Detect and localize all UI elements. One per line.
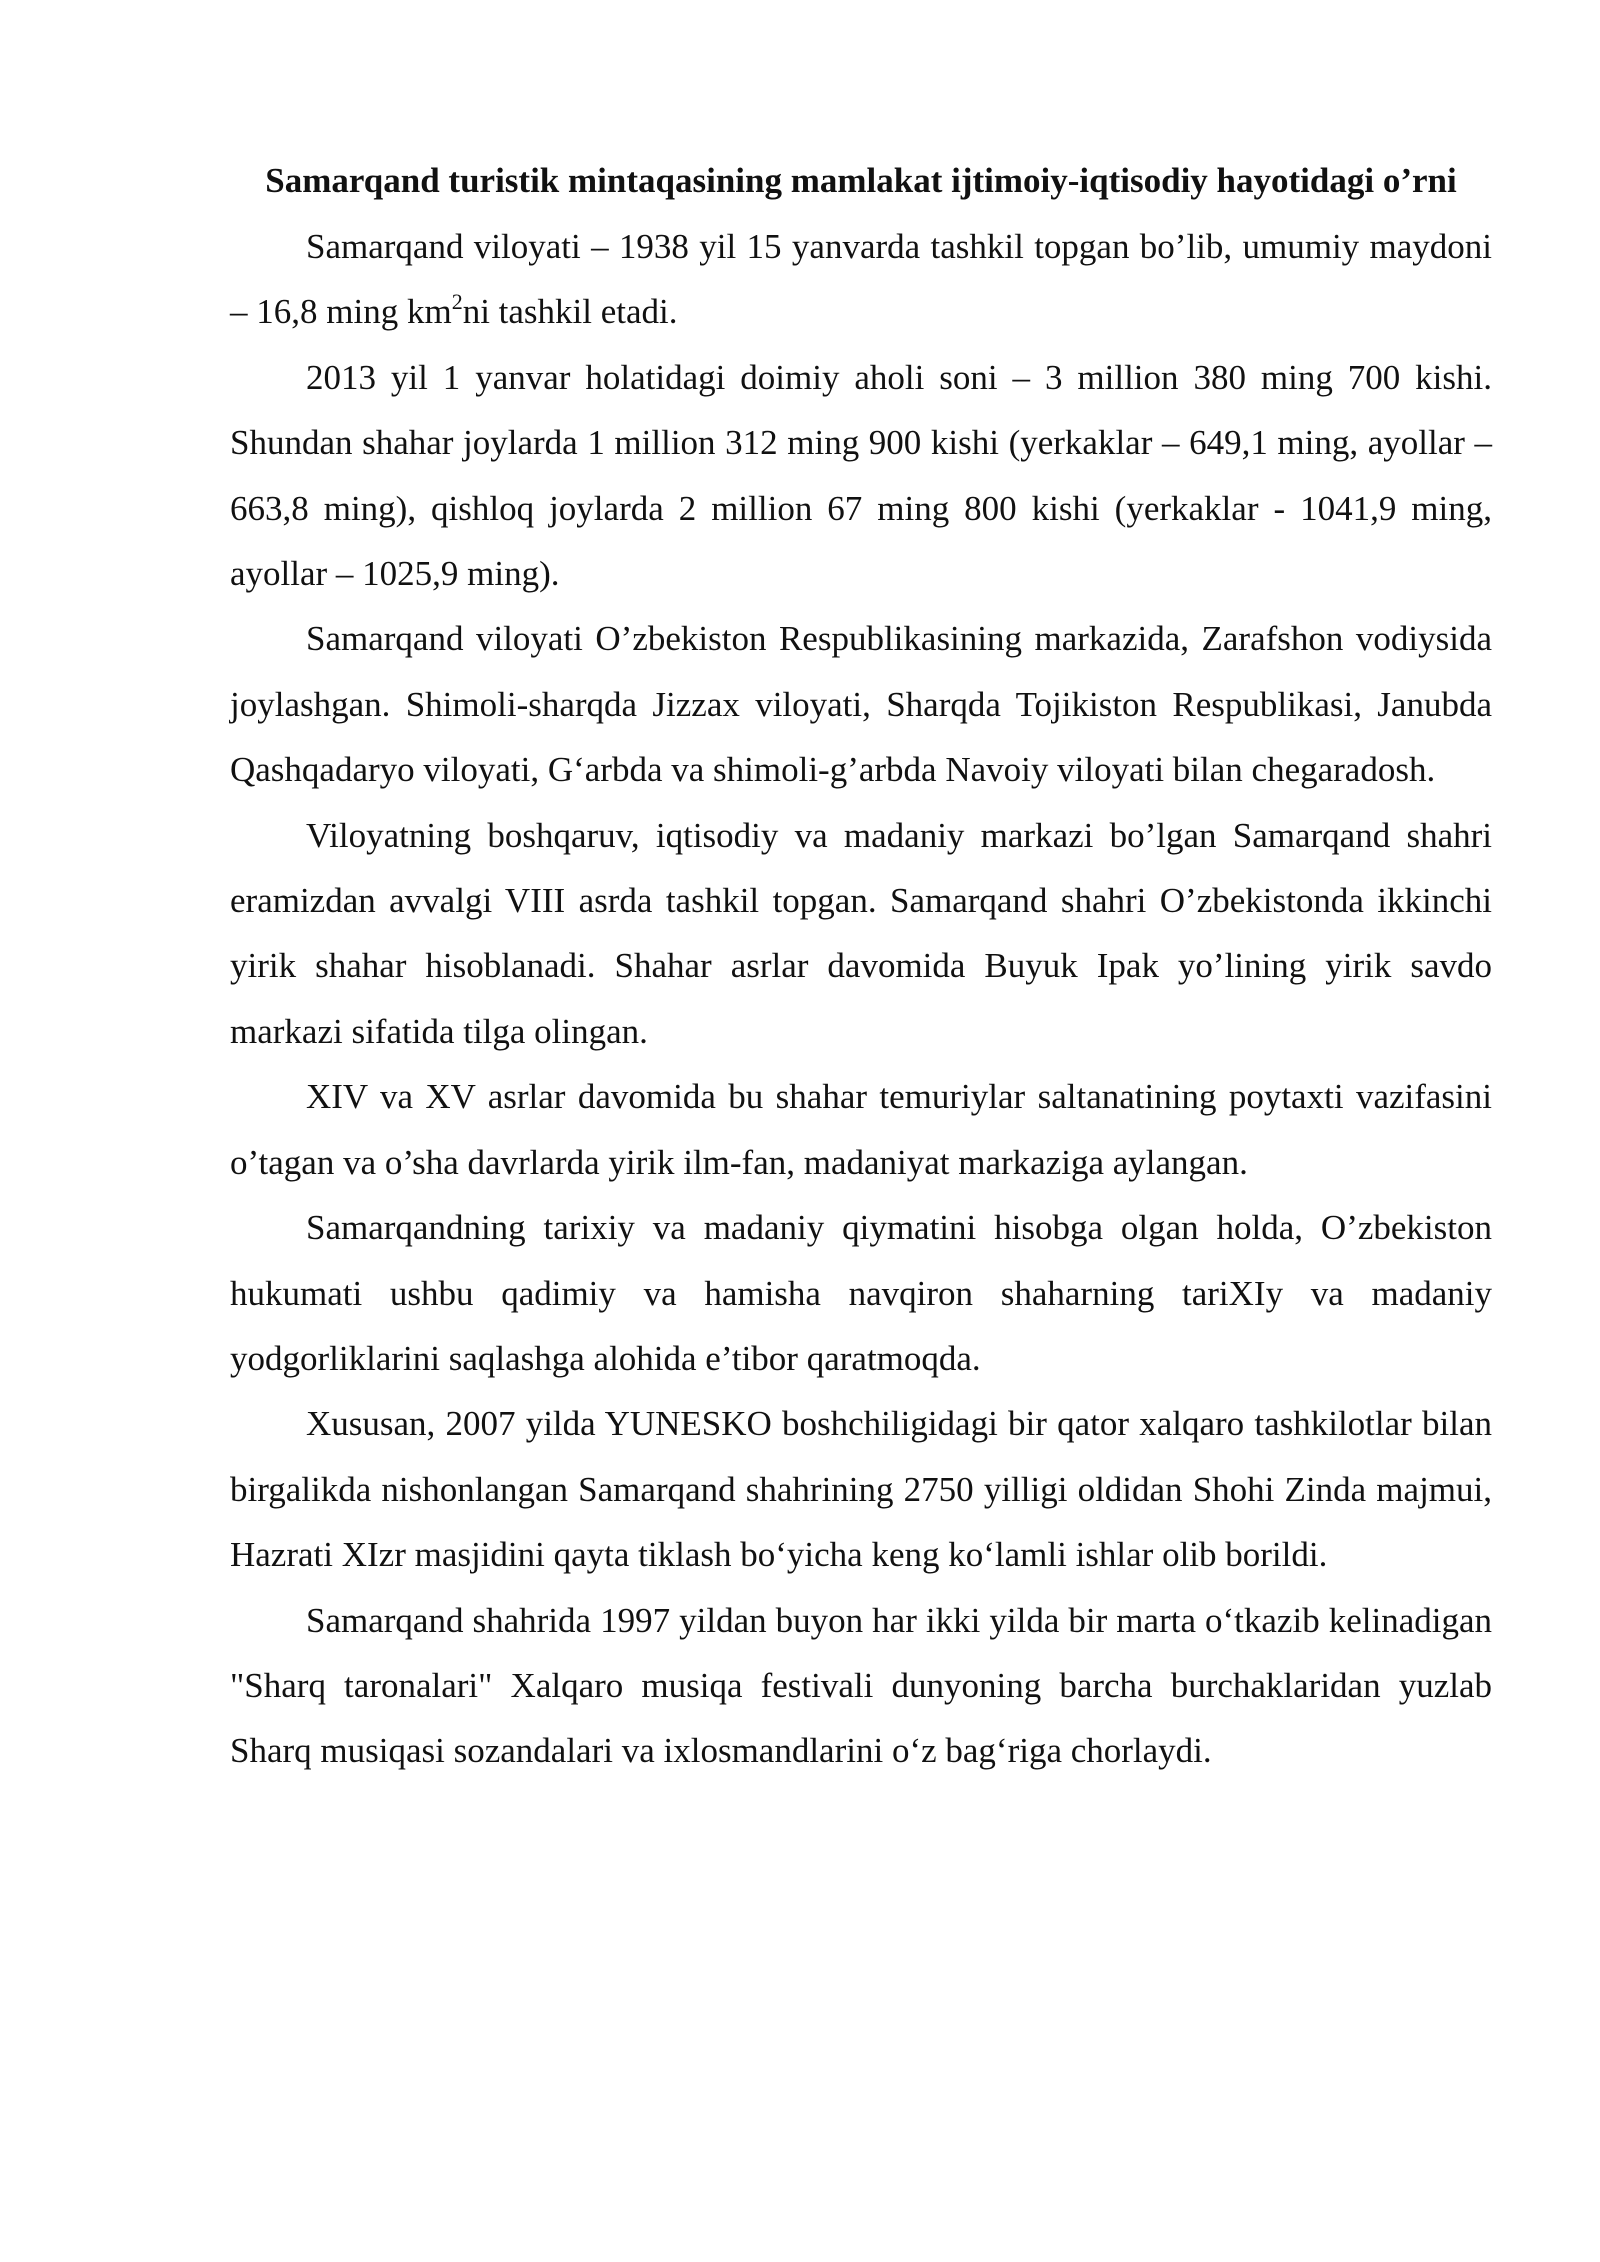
paragraph-region-info-text: Samarqand viloyati – 1938 yil 15 yanvarda tashkil topgan bo’lib, umumiy maydoni – 16,8 ming km — [230, 227, 1492, 332]
document-title: Samarqand turistik mintaqasining mamlakat ijtimoiy-iqtisodiy hayotidagi o’rni — [265, 161, 1457, 200]
paragraph-festival: Samarqand shahrida 1997 yildan buyon har ikki yilda bir marta o‘tkazib kelinadigan "Sharq taronalari" Xalqaro musiqa festivali dunyoning barcha burchaklaridan yuzlab Sharq musiqasi sozandalari va ixlosmandlarini o‘z bag‘riga chorlaydi. — [230, 1600, 1492, 1771]
superscript-squared: 2 — [451, 289, 463, 315]
paragraph-heritage: Samarqandning tarixiy va madaniy qiymatini hisobga olgan holda, O’zbekiston hukumati ushbu qadimiy va hamisha navqiron shaharning tariXIy va madaniy yodgorliklarini saqlashga alohida e’tibor qaratmoqda. — [230, 1208, 1492, 1378]
paragraph-timurid-capital: XIV va XV asrlar davomida bu shahar temuriylar saltanatining poytaxti vazifasini o’tagan va o’sha davrlarda yirik ilm-fan, madaniyat markaziga aylangan. — [230, 1077, 1492, 1182]
paragraph-unesco: Xususan, 2007 yilda YUNESKO boshchiligidagi bir qator xalqaro tashkilotlar bilan birgalikda nishonlangan Samarqand shahrining 2750 yilligi oldidan Shohi Zinda majmui, Hazrati XIzr masjidini qayta tiklash bo‘yicha keng ko‘lamli ishlar olib borildi. — [230, 1404, 1492, 1575]
paragraph-region-info — [230, 214, 1492, 345]
paragraph-geography: Samarqand viloyati O’zbekiston Respublikasining markazida, Zarafshon vodiysida joylashgan. Shimoli-sharqda Jizzax viloyati, Sharqda Tojikiston Respublikasi, Janubda Qashqadaryo viloyati, G‘arbda va shimoli-g’arbda Navoiy viloyati bilan chegaradosh. — [230, 619, 1492, 790]
paragraph-city-history: Viloyatning boshqaruv, iqtisodiy va madaniy markazi bo’lgan Samarqand shahri eramizdan avvalgi VIII asrda tashkil topgan. Samarqand shahri O’zbekistonda ikkinchi yirik shahar hisoblanadi. Shahar asrlar davomida Buyuk Ipak yo’lining yirik savdo markazi sifatida tilga olingan. — [230, 815, 1492, 1051]
document-page — [230, 148, 1492, 1784]
paragraph-region-info-tail: ni tashkil etadi. — [462, 292, 678, 332]
paragraph-population: 2013 yil 1 yanvar holatidagi doimiy aholi soni – 3 million 380 ming 700 kishi. Shundan shahar joylarda 1 million 312 ming 900 kishi (yerkaklar – 649,1 ming, ayollar – 663,8 ming), qishloq joylarda 2 million 67 ming 800 kishi (yerkaklar - 1041,9 ming, ayollar – 1025,9 ming). — [230, 357, 1492, 594]
